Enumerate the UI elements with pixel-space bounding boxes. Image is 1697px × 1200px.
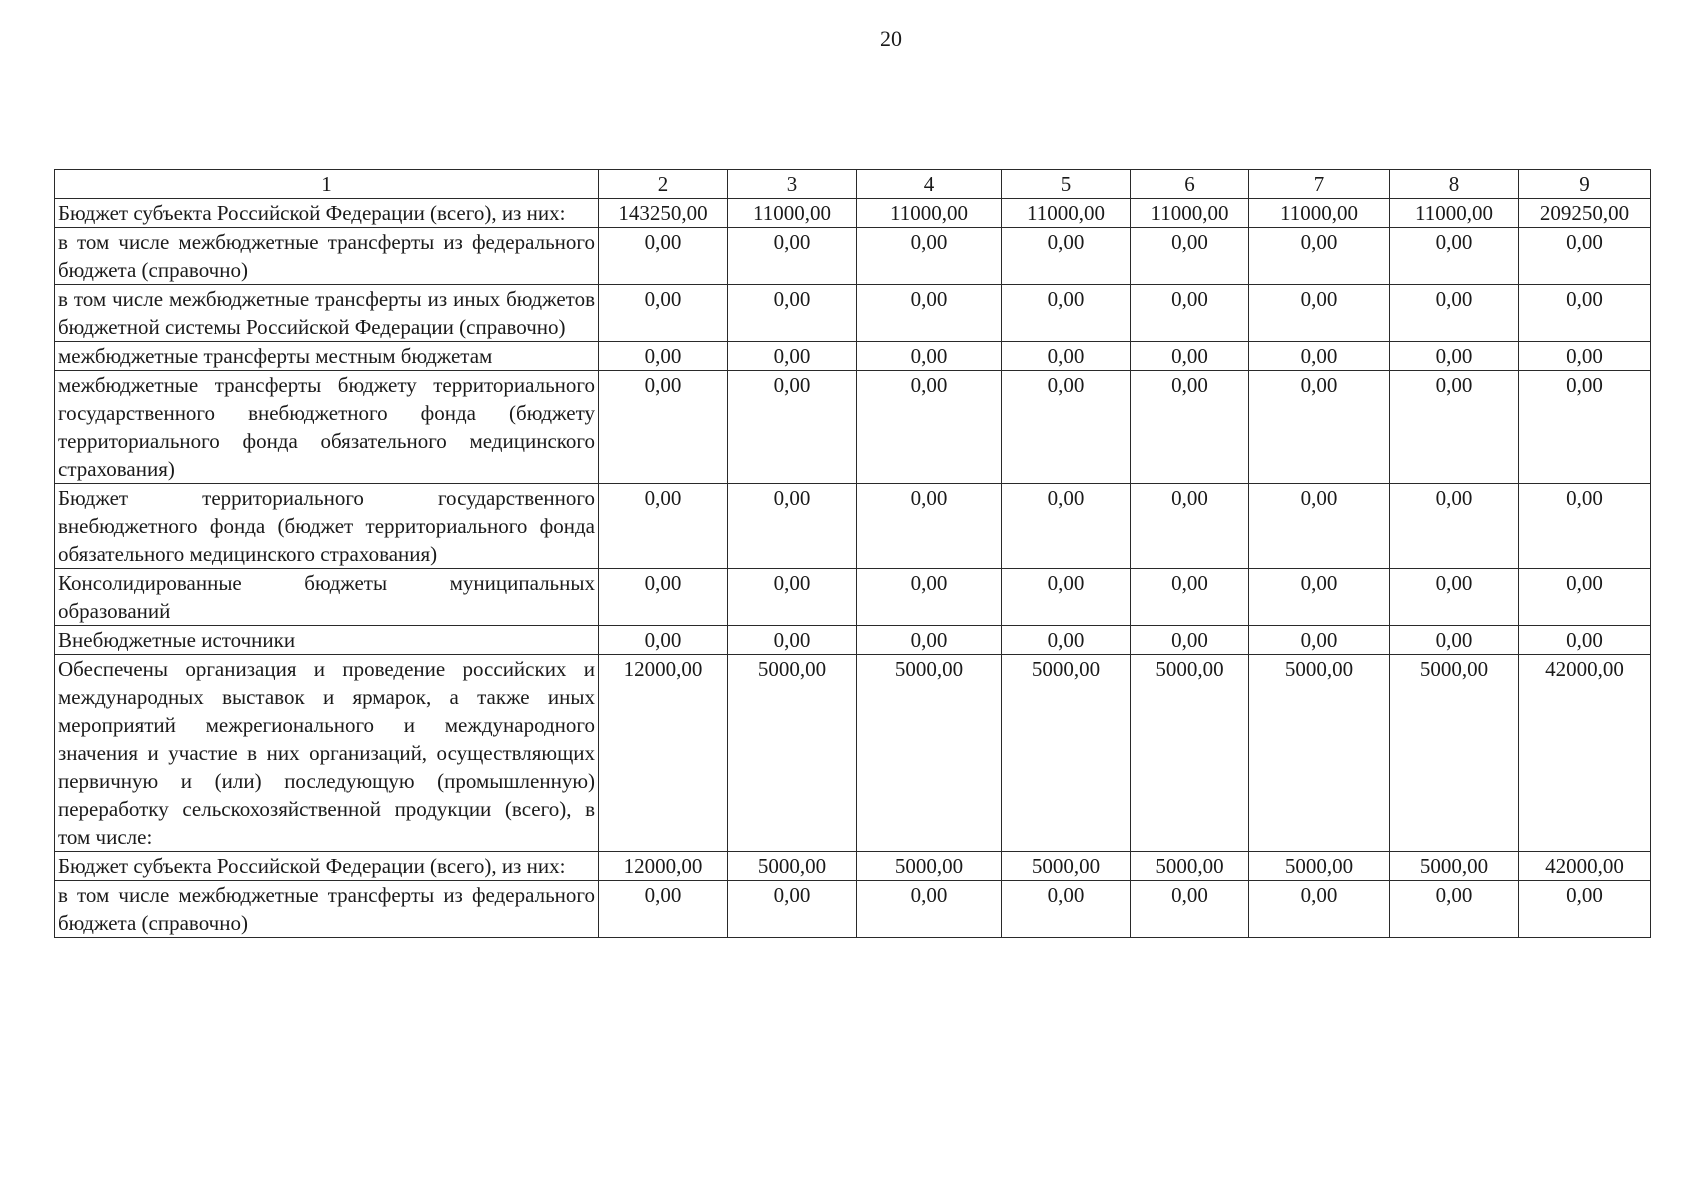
row-label: Обеспечены организация и проведение российских и международных выставок и ярмарок, а также иных мероприятий межрегионального и международного значения и участие в них организаций, осуществляющих первичную и (или) последующую (промышленную) переработку сельскохозяйственной продукции (всего), в том числе: (55, 655, 599, 852)
row-label: в том числе межбюджетные трансферты из иных бюджетов бюджетной системы Российской Федерации (справочно) (55, 285, 599, 342)
value-cell: 0,00 (728, 484, 857, 569)
table-row (55, 199, 1651, 228)
value-cell: 0,00 (1519, 342, 1651, 371)
value-cell: 0,00 (1002, 228, 1131, 285)
value-cell: 0,00 (1249, 626, 1390, 655)
row-label: межбюджетные трансферты бюджету территориального государственного внебюджетного фонда (бюджету территориального фонда обязательного медицинского страхования) (55, 371, 599, 484)
value-cell: 11000,00 (728, 199, 857, 228)
column-number: 2 (599, 170, 728, 199)
value-cell: 0,00 (599, 342, 728, 371)
value-cell: 11000,00 (1002, 199, 1131, 228)
value-cell: 0,00 (1390, 285, 1519, 342)
value-cell: 0,00 (1131, 228, 1249, 285)
value-cell: 0,00 (1002, 484, 1131, 569)
value-cell: 0,00 (1131, 484, 1249, 569)
value-cell: 0,00 (1002, 626, 1131, 655)
value-cell: 0,00 (728, 228, 857, 285)
value-cell: 0,00 (1249, 881, 1390, 938)
value-cell: 42000,00 (1519, 655, 1651, 852)
value-cell: 0,00 (1519, 569, 1651, 626)
value-cell: 0,00 (857, 371, 1002, 484)
table-row (55, 881, 1651, 938)
table-row (55, 371, 1651, 484)
value-cell: 0,00 (728, 881, 857, 938)
value-cell: 209250,00 (1519, 199, 1651, 228)
column-number: 7 (1249, 170, 1390, 199)
column-number: 3 (728, 170, 857, 199)
value-cell: 0,00 (1131, 569, 1249, 626)
value-cell: 0,00 (1002, 371, 1131, 484)
value-cell: 0,00 (1131, 371, 1249, 484)
column-number: 4 (857, 170, 1002, 199)
value-cell: 0,00 (1131, 626, 1249, 655)
row-label: межбюджетные трансферты местным бюджетам (55, 342, 599, 371)
budget-table (54, 169, 1651, 938)
row-label: Бюджет субъекта Российской Федерации (всего), из них: (55, 199, 599, 228)
value-cell: 0,00 (599, 881, 728, 938)
value-cell: 0,00 (1390, 881, 1519, 938)
value-cell: 0,00 (1519, 228, 1651, 285)
value-cell: 0,00 (728, 626, 857, 655)
table-row (55, 852, 1651, 881)
value-cell: 0,00 (1519, 626, 1651, 655)
table-row (55, 484, 1651, 569)
value-cell: 5000,00 (1002, 852, 1131, 881)
column-number: 8 (1390, 170, 1519, 199)
value-cell: 0,00 (1519, 881, 1651, 938)
value-cell: 0,00 (599, 228, 728, 285)
value-cell: 0,00 (1002, 881, 1131, 938)
row-label: Консолидированные бюджеты муниципальных образований (55, 569, 599, 626)
value-cell: 0,00 (1390, 371, 1519, 484)
value-cell: 5000,00 (1390, 655, 1519, 852)
value-cell: 0,00 (857, 285, 1002, 342)
value-cell: 5000,00 (1131, 655, 1249, 852)
value-cell: 143250,00 (599, 199, 728, 228)
value-cell: 12000,00 (599, 852, 728, 881)
value-cell: 0,00 (857, 881, 1002, 938)
value-cell: 0,00 (1131, 342, 1249, 371)
value-cell: 0,00 (728, 285, 857, 342)
table-row (55, 228, 1651, 285)
table-body (55, 199, 1651, 938)
table-row (55, 569, 1651, 626)
value-cell: 0,00 (1131, 881, 1249, 938)
value-cell: 11000,00 (1390, 199, 1519, 228)
value-cell: 0,00 (857, 484, 1002, 569)
row-label: Бюджет субъекта Российской Федерации (всего), из них: (55, 852, 599, 881)
value-cell: 5000,00 (857, 655, 1002, 852)
value-cell: 0,00 (1249, 285, 1390, 342)
table-row (55, 285, 1651, 342)
value-cell: 0,00 (599, 371, 728, 484)
value-cell: 12000,00 (599, 655, 728, 852)
value-cell: 5000,00 (728, 655, 857, 852)
value-cell: 11000,00 (1131, 199, 1249, 228)
value-cell: 0,00 (1249, 342, 1390, 371)
value-cell: 0,00 (728, 569, 857, 626)
value-cell: 0,00 (599, 626, 728, 655)
row-label: в том числе межбюджетные трансферты из федерального бюджета (справочно) (55, 228, 599, 285)
value-cell: 0,00 (1249, 569, 1390, 626)
value-cell: 0,00 (1131, 285, 1249, 342)
value-cell: 0,00 (1390, 569, 1519, 626)
column-number: 1 (55, 170, 599, 199)
row-label: в том числе межбюджетные трансферты из федерального бюджета (справочно) (55, 881, 599, 938)
table-row (55, 626, 1651, 655)
value-cell: 42000,00 (1519, 852, 1651, 881)
value-cell: 0,00 (1519, 484, 1651, 569)
value-cell: 0,00 (1249, 228, 1390, 285)
value-cell: 0,00 (857, 626, 1002, 655)
row-label: Бюджет территориального государственного внебюджетного фонда (бюджет территориального фонда обязательного медицинского страхования) (55, 484, 599, 569)
value-cell: 0,00 (1519, 285, 1651, 342)
header-row (55, 170, 1651, 199)
value-cell: 0,00 (1002, 285, 1131, 342)
value-cell: 0,00 (599, 285, 728, 342)
value-cell: 0,00 (1390, 342, 1519, 371)
table-row (55, 342, 1651, 371)
value-cell: 0,00 (1002, 342, 1131, 371)
value-cell: 5000,00 (1249, 655, 1390, 852)
value-cell: 0,00 (728, 342, 857, 371)
value-cell: 0,00 (1390, 484, 1519, 569)
column-number: 5 (1002, 170, 1131, 199)
value-cell: 11000,00 (1249, 199, 1390, 228)
table-header (55, 170, 1651, 199)
value-cell: 0,00 (857, 569, 1002, 626)
table-row (55, 655, 1651, 852)
value-cell: 0,00 (1390, 626, 1519, 655)
value-cell: 0,00 (1390, 228, 1519, 285)
value-cell: 0,00 (599, 484, 728, 569)
value-cell: 11000,00 (857, 199, 1002, 228)
value-cell: 0,00 (599, 569, 728, 626)
value-cell: 0,00 (1249, 371, 1390, 484)
column-number: 9 (1519, 170, 1651, 199)
value-cell: 5000,00 (857, 852, 1002, 881)
value-cell: 5000,00 (728, 852, 857, 881)
value-cell: 5000,00 (1249, 852, 1390, 881)
value-cell: 5000,00 (1002, 655, 1131, 852)
value-cell: 0,00 (1519, 371, 1651, 484)
page-number: 20 (880, 26, 902, 51)
value-cell: 5000,00 (1131, 852, 1249, 881)
row-label: Внебюджетные источники (55, 626, 599, 655)
value-cell: 0,00 (857, 342, 1002, 371)
value-cell: 0,00 (857, 228, 1002, 285)
value-cell: 0,00 (728, 371, 857, 484)
value-cell: 0,00 (1249, 484, 1390, 569)
value-cell: 0,00 (1002, 569, 1131, 626)
value-cell: 5000,00 (1390, 852, 1519, 881)
column-number: 6 (1131, 170, 1249, 199)
